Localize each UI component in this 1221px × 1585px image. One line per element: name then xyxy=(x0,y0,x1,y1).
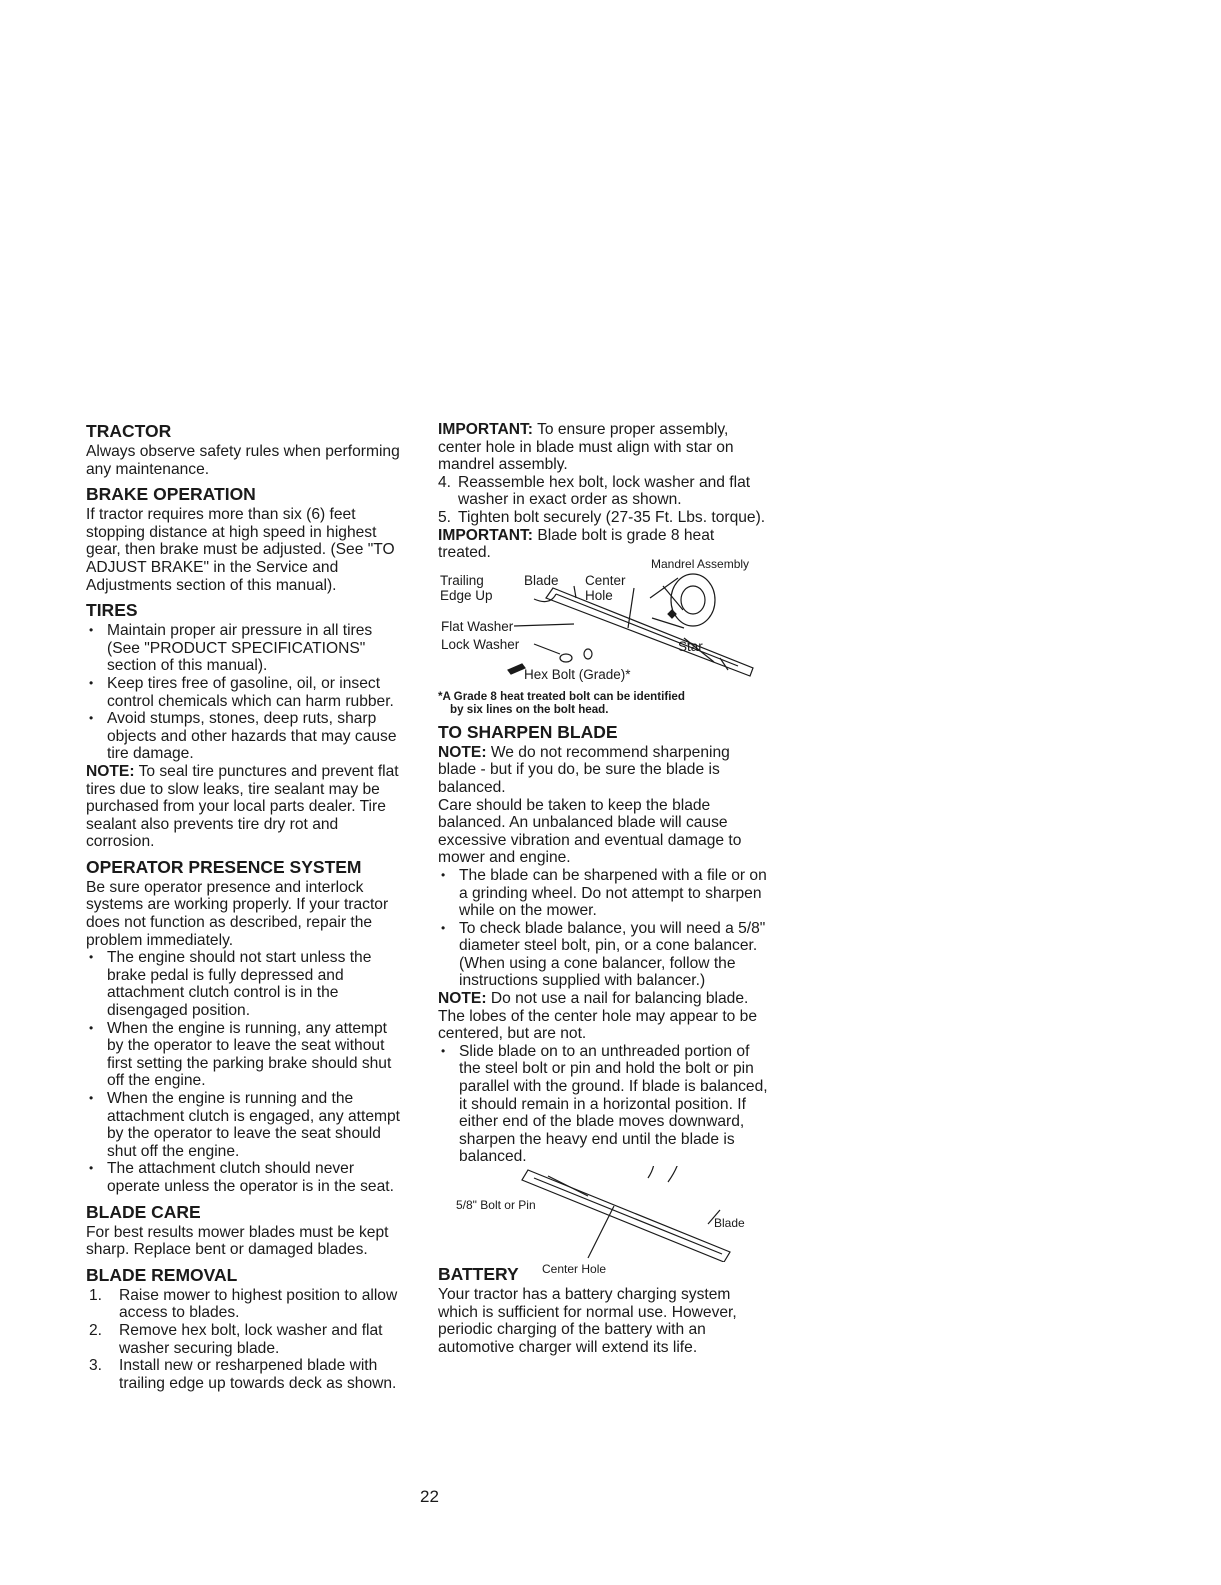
tractor-text: Always observe safety rules when performing any maintenance. xyxy=(86,443,400,478)
reassembly-steps xyxy=(438,474,768,527)
operator-heading: OPERATOR PRESENCE SYSTEM xyxy=(86,856,362,877)
blade-balance-drawing xyxy=(438,1166,768,1262)
balance-list xyxy=(438,1043,768,1166)
lock-washer-label: Lock Washer xyxy=(441,636,520,652)
bolt-or-pin-label: 5/8" Bolt or Pin xyxy=(456,1198,536,1212)
blade-care-heading: BLADE CARE xyxy=(86,1201,201,1222)
note-text: To seal tire punctures and prevent flat tires due to slow leaks, tire sealant may be purchased from your local parts dealer. Tire sealant also prevents tire dry rot and corrosion. xyxy=(86,762,399,851)
step-number: 4. xyxy=(438,473,452,491)
hex-bolt-label: Hex Bolt (Grade)* xyxy=(524,666,631,682)
left-column xyxy=(86,421,406,1392)
list-item: • Maintain proper air pressure in all tires (See "PRODUCT SPECIFICATIONS" section of this manual). xyxy=(86,622,406,675)
mandrel-assembly-label: Mandrel Assembly xyxy=(651,556,750,571)
sharpen-note-1 xyxy=(438,744,768,797)
sharpen-text: Care should be taken to keep the blade balanced. An unbalanced blade will cause excessive vibration and eventual damage to mower and engine. xyxy=(438,796,742,867)
sharpen-heading: TO SHARPEN BLADE xyxy=(438,721,618,742)
flat-washer-label: Flat Washer xyxy=(441,618,514,634)
right-column xyxy=(438,421,768,1356)
center-hole-label: Center Hole xyxy=(542,1262,607,1276)
important-label: IMPORTANT: xyxy=(438,526,533,544)
list-item xyxy=(86,1322,406,1357)
battery-heading: BATTERY xyxy=(438,1264,519,1284)
blade-label-2: Blade xyxy=(714,1216,745,1230)
list-item: • Avoid stumps, stones, deep ruts, sharp objects and other hazards that may cause tire damage. xyxy=(86,710,406,763)
list-item: • When the engine is running and the attachment clutch is engaged, any attempt by the operator to leave the seat should shut off the engine. xyxy=(86,1090,406,1160)
tires-heading: TIRES xyxy=(86,600,138,621)
operator-list xyxy=(86,949,406,1195)
step-number: 5. xyxy=(438,508,452,526)
brake-text: If tractor requires more than six (6) feet stopping distance at high speed in highest gear, then brake must be adjusted. (See "TO ADJUST BRAKE" in the Service and Adjustments section of this manual). xyxy=(86,506,395,594)
step-text: Remove hex bolt, lock washer and flat washer securing blade. xyxy=(119,1321,383,1357)
step-number: 3. xyxy=(89,1357,103,1375)
blade-removal-heading: BLADE REMOVAL xyxy=(86,1264,238,1285)
note-label: NOTE: xyxy=(438,743,487,761)
blade-assembly-figure xyxy=(438,558,768,690)
note-text: Do not use a nail for balancing blade. The lobes of the center hole may appear to be centered, but are not. xyxy=(438,990,758,1043)
blade-care-text: For best results mower blades must be kept sharp. Replace bent or damaged blades. xyxy=(86,1223,389,1259)
tires-list xyxy=(86,622,406,763)
star-label: Star xyxy=(678,638,703,654)
note-text: We do not recommend sharpening blade - but if you do, be sure the blade is balanced. xyxy=(438,743,730,796)
step-text: Reassemble hex bolt, lock washer and flat washer in exact order as shown. xyxy=(458,473,751,509)
sharpen-note-2 xyxy=(438,990,768,1043)
list-item xyxy=(438,509,768,527)
important-text: Blade bolt is grade 8 heat treated. xyxy=(438,526,715,562)
step-text: Tighten bolt securely (27-35 Ft. Lbs. torque). xyxy=(458,508,766,526)
list-item: • The blade can be sharpened with a file or on a grinding wheel. Do not attempt to sharpen while on the mower. xyxy=(438,867,768,920)
list-item: • To check blade balance, you will need a 5/8" diameter steel bolt, pin, or a cone balancer. (When using a cone balancer, follow the instructions supplied with balancer.) xyxy=(438,920,768,990)
note-label: NOTE: xyxy=(86,762,135,780)
list-item xyxy=(438,474,768,509)
list-item: • When the engine is running, any attempt by the operator to leave the seat without first setting the parking brake should shut off the engine. xyxy=(86,1020,406,1090)
important-note-1 xyxy=(438,421,768,474)
important-label: IMPORTANT: xyxy=(438,421,533,438)
tires-note xyxy=(86,763,406,851)
important-text: To ensure proper assembly, center hole in blade must align with star on mandrel assembly. xyxy=(438,421,734,474)
list-item: • The engine should not start unless the brake pedal is fully depressed and attachment clutch control is in the disengaged position. xyxy=(86,949,406,1019)
center-hole-label-2: Hole xyxy=(585,587,613,603)
step-number: 2. xyxy=(89,1321,103,1339)
step-number: 1. xyxy=(89,1286,103,1304)
list-item xyxy=(86,1357,406,1392)
operator-text: Be sure operator presence and interlock systems are working properly. If your tractor does not function as described, repair the problem immediately. xyxy=(86,878,389,949)
list-item: • Keep tires free of gasoline, oil, or insect control chemicals which can harm rubber. xyxy=(86,675,406,710)
step-text: Install new or resharpened blade with trailing edge up towards deck as shown. xyxy=(119,1357,397,1392)
bolt-footnote-1: *A Grade 8 heat treated bolt can be identified xyxy=(438,689,685,703)
trailing-edge-label-2: Edge Up xyxy=(440,587,493,603)
bolt-footnote-2: by six lines on the bolt head. xyxy=(450,702,609,716)
list-item: • Slide blade on to an unthreaded portion of the steel bolt or pin and hold the bolt or pin parallel with the ground. If blade is balanced, it should remain in a horizontal position. If either end of the blade moves downward, sharpen the heavy end until the blade is balanced. xyxy=(438,1043,768,1166)
tractor-heading: TRACTOR xyxy=(86,421,172,441)
blade-removal-steps xyxy=(86,1287,406,1393)
step-text: Raise mower to highest position to allow access to blades. xyxy=(119,1286,398,1322)
brake-heading: BRAKE OPERATION xyxy=(86,484,256,505)
trailing-edge-label-1: Trailing xyxy=(440,572,484,588)
center-hole-label-1: Center xyxy=(585,572,626,588)
sharpen-list xyxy=(438,867,768,990)
list-item: • The attachment clutch should never operate unless the operator is in the seat. xyxy=(86,1160,406,1195)
note-label: NOTE: xyxy=(438,990,487,1008)
blade-label: Blade xyxy=(524,572,559,588)
page-number: 22 xyxy=(420,1487,439,1506)
battery-text: Your tractor has a battery charging system which is sufficient for normal use. However, periodic charging of the battery with an automotive charger will extend its life. xyxy=(438,1286,737,1356)
list-item xyxy=(86,1287,406,1322)
